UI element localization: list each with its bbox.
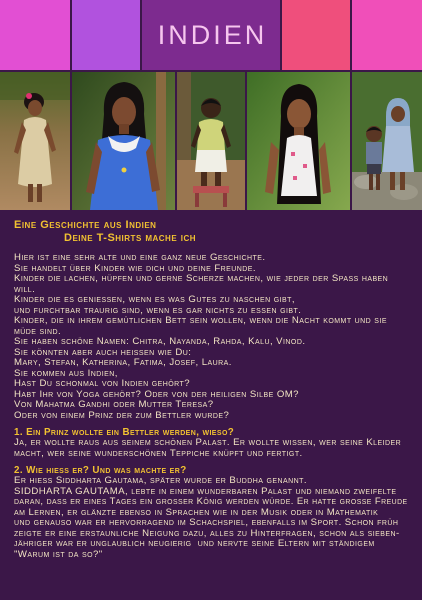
section-2 [14, 465, 408, 560]
intro-line: Hier ist eine sehr alte und eine ganz neue Geschichte. [14, 252, 266, 263]
section-line: zeigte er eine erstaunliche Neigung dazu, alles zu Hinterfragen, schon als sieben- [14, 527, 400, 539]
title-banner [142, 0, 280, 70]
intro-line: und furchtbar traurig sind, wenn es gar nichts zu essen gibt. [14, 304, 302, 316]
section-heading: 1. Ein Prinz wollte ein Bettler werden, wieso? [14, 427, 235, 438]
child-photo-3 [177, 72, 245, 210]
section-1 [14, 427, 408, 459]
section-line: daran, dass er eines Tages ein grosser König werden würde. Er hatte grosse Freude [14, 496, 408, 507]
story-subtitle-block [64, 232, 408, 245]
color-block-pink [352, 0, 422, 70]
section-line: SIDDHARTA GAUTAMA, lebte in einem wunderbaren Palast und niemand zweifelte [14, 485, 397, 497]
intro-line: Oder von einem Prinz der zum Bettler wurde? [14, 409, 230, 421]
page-title: INDIEN [157, 20, 268, 50]
child-photo-2 [72, 72, 175, 210]
intro-paragraph [14, 253, 408, 421]
child-photo-1 [0, 72, 70, 210]
story-title: Eine Geschichte aus Indien [14, 219, 157, 231]
intro-line: Mary, Stefan, Katherina, Fatima, Josef, Laura. [14, 357, 232, 368]
section-line: Er hiess Siddharta Gautama, später wurde er Buddha genannt. [14, 475, 307, 486]
section-line: am Lernen, er glänzte ebenso in Sprachen wie in der Musik oder in Mathematik [14, 506, 379, 518]
color-block-violet [72, 0, 140, 70]
intro-line: Sie könnten aber auch heissen wie Du: [14, 346, 192, 358]
intro-line: Sie kommen aus Indien, [14, 367, 118, 379]
section-heading: 2. Wie hiess er? Und was machte er? [14, 465, 187, 476]
intro-line: Habt Ihr von Yoga gehört? Oder von der heiligen Silbe OM? [14, 388, 299, 400]
intro-line: Kinder die lachen, hüpfen und gerne Scherze machen, wie jeder der Spass haben [14, 273, 389, 284]
story-title-block [14, 219, 408, 232]
intro-line: Von Mahatma Gandhi oder Mutter Teresa? [14, 399, 214, 410]
intro-line: Sie handelt über Kinder wie dich und deine Freunde. [14, 262, 257, 274]
intro-line: Kinder die es geniessen, wenn es was Gutes zu naschen gibt, [14, 294, 295, 305]
section-line: und genauso war er hervorragend im Schachspiel, ebenfalls im Sport. Schon früh [14, 517, 399, 528]
intro-line: Kinder, die in ihrem gemütlichen Bett sein wollen, wenn die Nacht kommt und sie [14, 315, 387, 326]
section-line: macht, wer seine wunderschönen Teppiche knüpft und fertigt. [14, 447, 303, 459]
story-subtitle: Deine T-Shirts mache ich [64, 232, 197, 244]
section-line: Ja, er wollte raus aus seinem schönen Palast. Er wollte wissen, wer seine Kleider [14, 437, 402, 448]
child-photo-5 [352, 72, 422, 210]
intro-line: Hast Du schonmal von Indien gehört? [14, 378, 191, 389]
intro-line: will. [14, 283, 36, 295]
color-block-rose [282, 0, 350, 70]
intro-line: Sie haben schöne Namen: Chitra, Nayanda, Rahda, Kalu, Vinod. [14, 336, 306, 347]
intro-line: müde sind. [14, 325, 62, 337]
section-line: jähriger war er unglaublich neugierig und nervte seine Eltern mit ständigem [14, 538, 375, 549]
section-line: "Warum ist da so?" [14, 548, 103, 560]
child-photo-4 [247, 72, 350, 210]
color-block-magenta [0, 0, 70, 70]
